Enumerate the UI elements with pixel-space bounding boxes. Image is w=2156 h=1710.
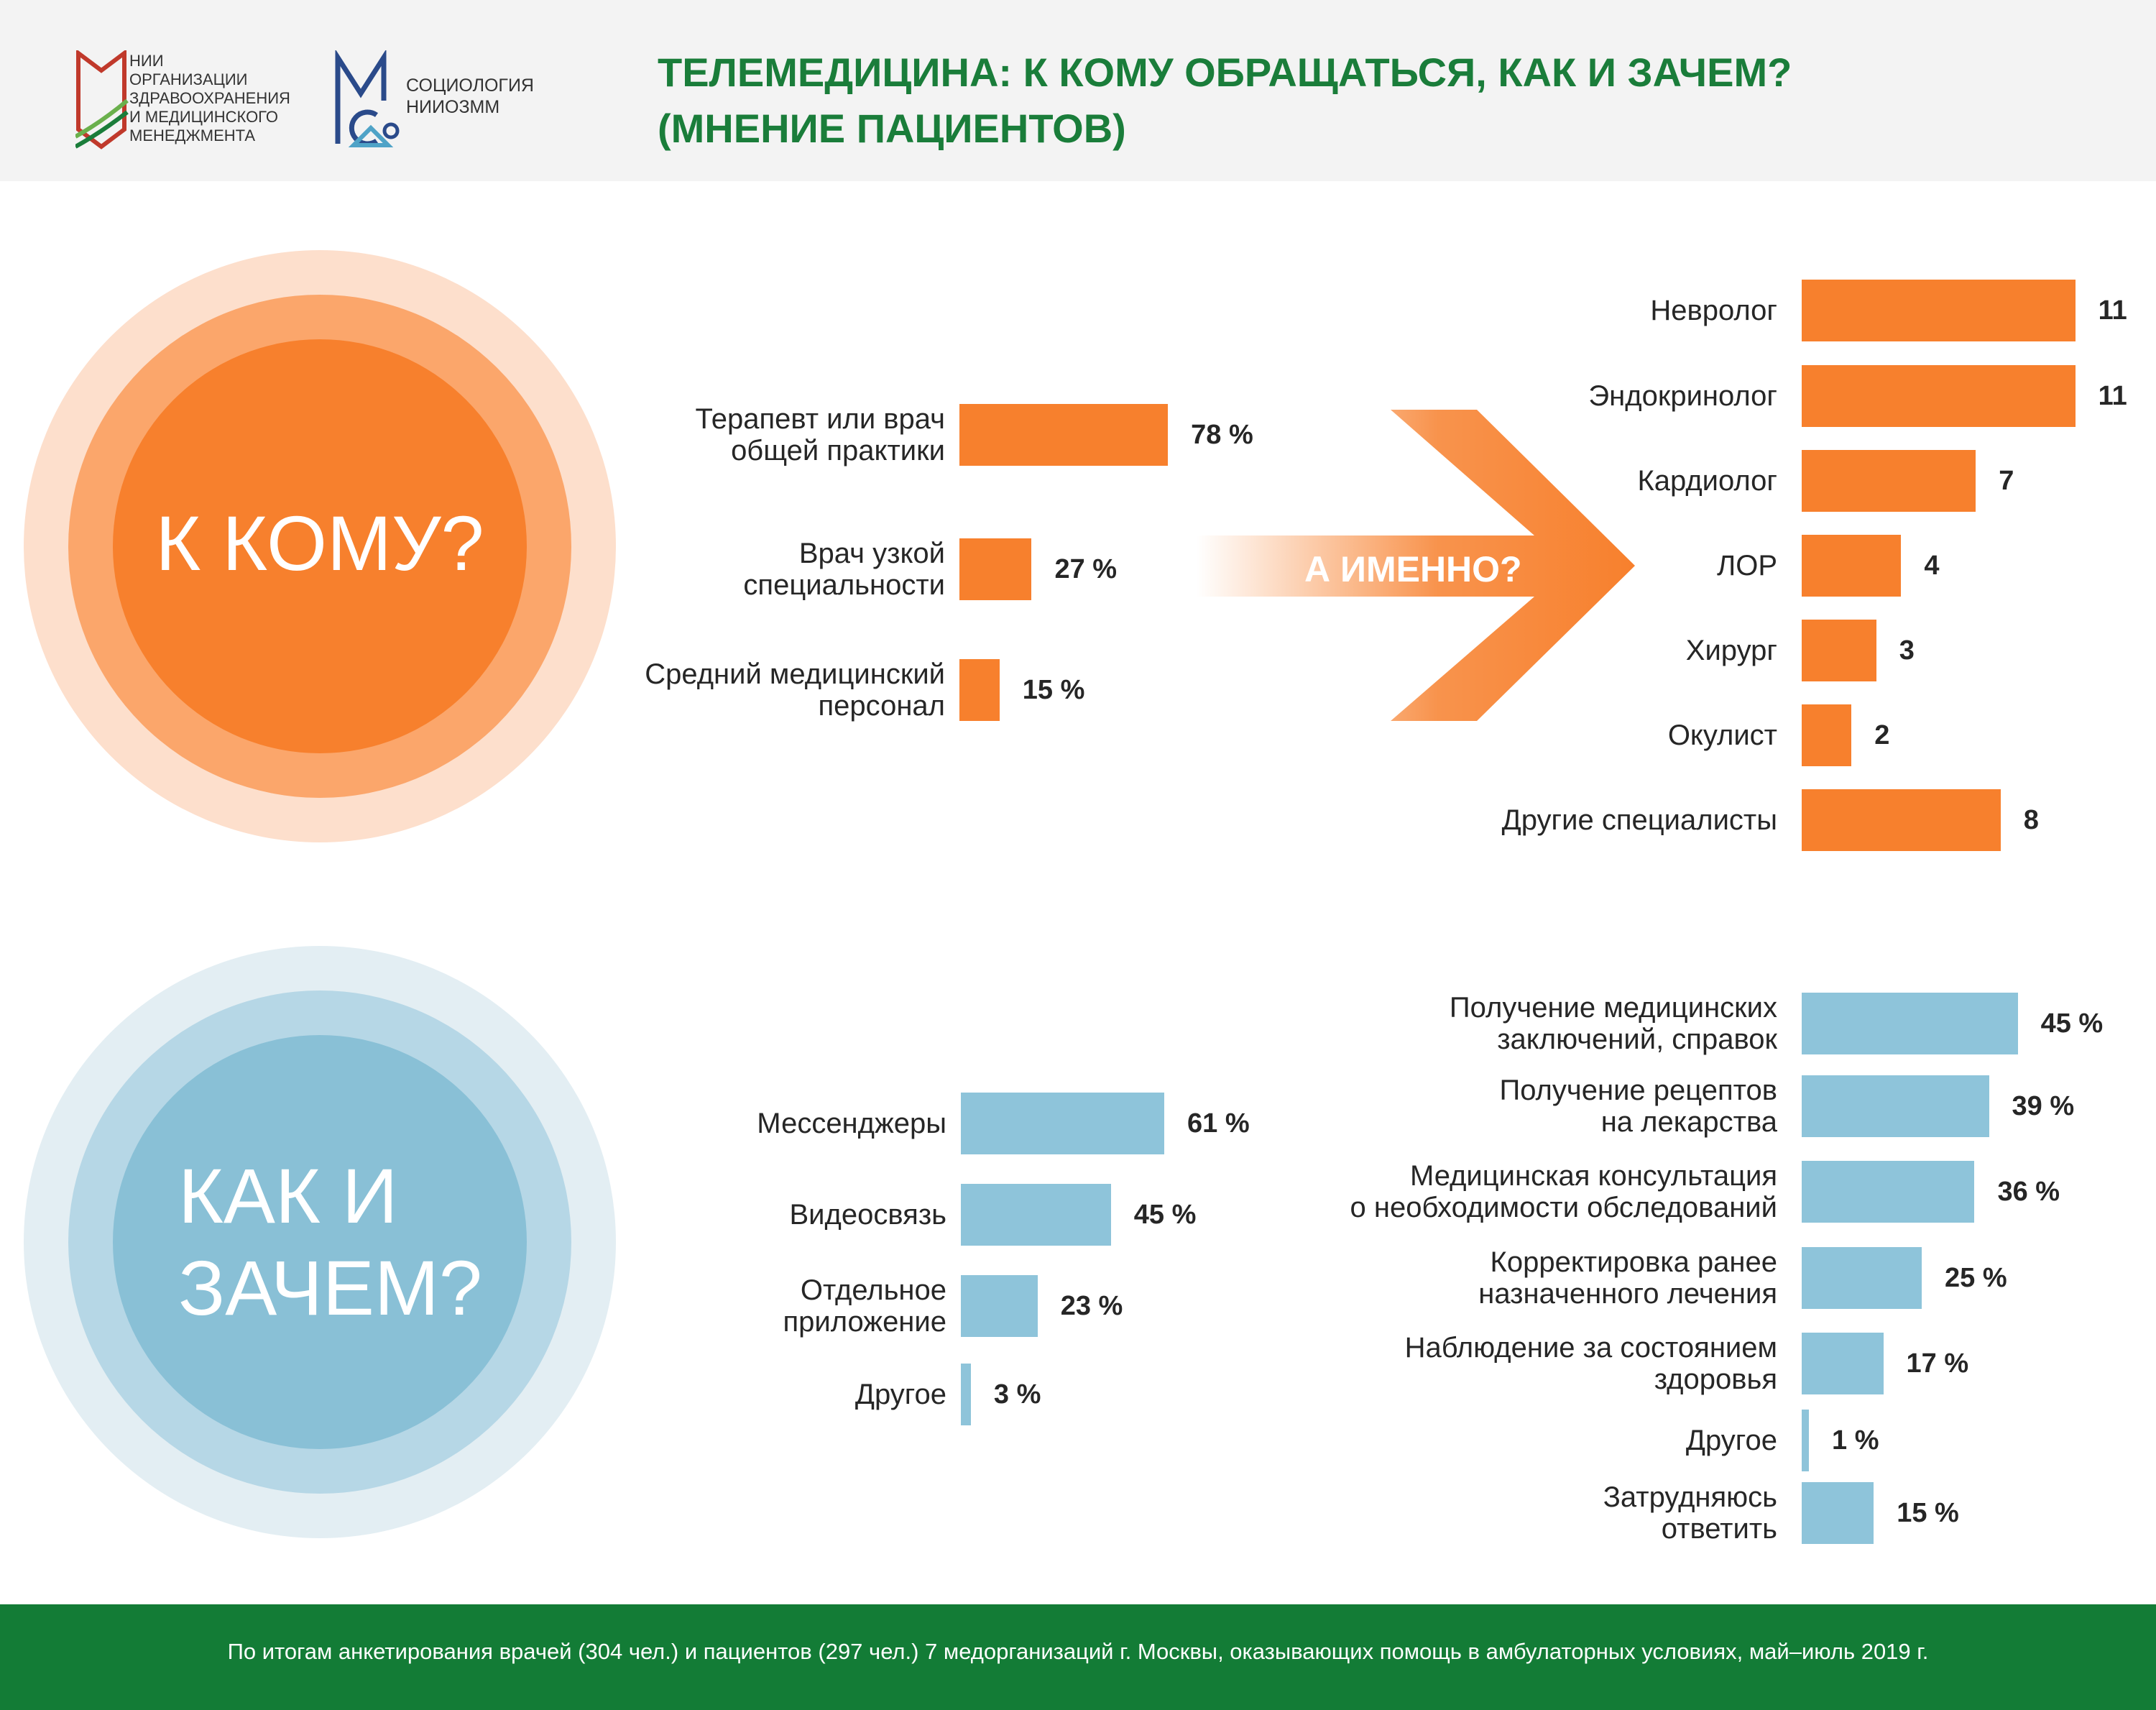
- channel-bar-0: [961, 1093, 1164, 1154]
- purpose-label-line: Получение рецептов: [1499, 1075, 1777, 1106]
- purpose-label-line: Корректировка ранее: [1490, 1246, 1777, 1278]
- purpose-label-line: заключений, справок: [1497, 1024, 1777, 1055]
- channel-label-1: [790, 1199, 947, 1231]
- page-title: ТЕЛЕМЕДИЦИНА: К КОМУ ОБРАЩАТЬСЯ, КАК И ЗАЧЕМ? (МНЕНИЕ ПАЦИЕНТОВ): [658, 50, 1792, 151]
- channel-value-0: 61 %: [1187, 1108, 1250, 1139]
- sociology-logo: [332, 50, 404, 151]
- to-whom-label-line: Средний медицинский: [645, 658, 945, 690]
- specialist-value-3: 4: [1924, 551, 1940, 581]
- to-whom-bar-2: [959, 659, 1000, 721]
- specialist-label-6: [1502, 804, 1777, 836]
- arrow-label: А ИМЕННО?: [1304, 549, 1522, 589]
- specialist-bar-0: [1802, 280, 2076, 341]
- channel-value-1: 45 %: [1133, 1200, 1197, 1230]
- purpose-label-line: Затрудняюсь: [1603, 1481, 1777, 1513]
- purpose-label-6: [1603, 1481, 1777, 1545]
- to-whom-label: К КОМУ?: [155, 500, 484, 587]
- specialist-label-line: Окулист: [1667, 720, 1777, 751]
- purpose-label-0: [1450, 992, 1777, 1055]
- purpose-label-line: назначенного лечения: [1478, 1278, 1777, 1310]
- specialist-label-line: Другие специалисты: [1501, 804, 1777, 836]
- magnifier-icon: [384, 124, 397, 137]
- channel-label-3: [855, 1379, 946, 1410]
- to-whom-bar-0: [959, 404, 1168, 466]
- purpose-value-2: 36 %: [1997, 1177, 2060, 1207]
- to-whom-label-line: персонал: [818, 690, 945, 722]
- specialist-label-0: [1650, 295, 1777, 326]
- purpose-label-5: [1686, 1425, 1777, 1456]
- to-whom-label-line: общей практики: [731, 435, 945, 466]
- purpose-label-line: Другое: [1685, 1425, 1777, 1456]
- to-whom-label-line: специальности: [743, 569, 945, 601]
- channel-label-line: Другое: [854, 1379, 946, 1410]
- purpose-bar-4: [1802, 1333, 1884, 1394]
- to-whom-label-0: [696, 403, 945, 466]
- purpose-bar-1: [1802, 1075, 1989, 1137]
- purpose-bar-0: [1802, 993, 2018, 1054]
- specialist-bar-6: [1802, 789, 2001, 851]
- purpose-value-3: 25 %: [1945, 1263, 2007, 1293]
- specialist-label-5: [1668, 720, 1777, 751]
- specialist-bar-1: [1802, 365, 2076, 427]
- specialist-value-1: 11: [2098, 381, 2127, 411]
- specialist-label-1: [1588, 380, 1777, 412]
- purpose-label-2: [1350, 1160, 1777, 1223]
- specialist-label-2: [1637, 465, 1777, 497]
- specialist-value-6: 8: [2023, 805, 2039, 835]
- channel-label-2: [783, 1274, 946, 1338]
- to-whom-label-1: [743, 538, 945, 601]
- specialist-label-line: Хирург: [1685, 635, 1777, 666]
- channel-bar-2: [961, 1275, 1038, 1337]
- to-whom-value-2: 15 %: [1022, 675, 1085, 705]
- purpose-label-1: [1499, 1075, 1777, 1138]
- specialist-label-line: Эндокринолог: [1588, 380, 1777, 412]
- purpose-label-line: Медицинская консультация: [1409, 1160, 1777, 1192]
- channel-value-3: 3 %: [993, 1379, 1041, 1410]
- specialist-label-line: Невролог: [1650, 295, 1777, 326]
- purpose-label-3: [1478, 1246, 1777, 1310]
- specialist-bar-2: [1802, 450, 1976, 512]
- channel-label-line: Мессенджеры: [757, 1108, 946, 1139]
- purpose-label-line: ответить: [1661, 1513, 1777, 1545]
- purpose-label-line: Наблюдение за состоянием: [1404, 1332, 1777, 1364]
- specialist-label-line: Кардиолог: [1637, 465, 1777, 497]
- purpose-bar-3: [1802, 1247, 1922, 1309]
- specialist-bar-5: [1802, 704, 1851, 766]
- purpose-label-line: на лекарства: [1600, 1106, 1777, 1138]
- specialist-label-line: ЛОР: [1716, 550, 1777, 582]
- purpose-value-6: 15 %: [1897, 1498, 1959, 1528]
- purpose-bar-6: [1802, 1482, 1874, 1544]
- channel-label-line: приложение: [783, 1306, 946, 1338]
- specialist-value-5: 2: [1874, 720, 1890, 750]
- purpose-label-line: о необходимости обследований: [1350, 1192, 1777, 1223]
- specialist-value-4: 3: [1899, 635, 1915, 666]
- purpose-label-line: здоровья: [1654, 1364, 1777, 1395]
- specialist-value-2: 7: [1999, 466, 2014, 496]
- purpose-value-5: 1 %: [1832, 1425, 1879, 1456]
- purpose-bar-5: [1802, 1410, 1809, 1471]
- specialist-label-3: [1717, 550, 1777, 582]
- footer-note: По итогам анкетирования врачей (304 чел.) и пациентов (297 чел.) 7 медорганизаций г. Москвы, оказывающих помощь в амбулаторных условиях, май–июль 2019 г.: [227, 1639, 1929, 1664]
- sociology-logo-text: СОЦИОЛОГИЯ НИИОЗММ: [406, 75, 534, 117]
- to-whom-value-1: 27 %: [1054, 554, 1118, 584]
- channel-bar-3: [961, 1364, 971, 1425]
- purpose-label-4: [1405, 1332, 1777, 1395]
- purpose-value-1: 39 %: [2012, 1091, 2075, 1121]
- channel-label-line: Видеосвязь: [789, 1199, 946, 1231]
- purpose-value-0: 45 %: [2040, 1008, 2104, 1039]
- nii-logo-text: НИИ ОРГАНИЗАЦИИ ЗДРАВООХРАНЕНИЯ И МЕДИЦИНСКОГО МЕНЕДЖМЕНТА: [129, 52, 290, 144]
- channel-value-2: 23 %: [1060, 1291, 1123, 1321]
- how-why-label: КАК И ЗАЧЕМ?: [178, 1152, 482, 1331]
- to-whom-label-line: Врач узкой: [798, 538, 945, 569]
- to-whom-bar-1: [959, 538, 1031, 600]
- purpose-label-line: Получение медицинских: [1449, 992, 1777, 1024]
- purpose-bar-2: [1802, 1161, 1974, 1223]
- specialist-bar-3: [1802, 535, 1901, 597]
- specialist-value-0: 11: [2098, 295, 2127, 326]
- specialist-bar-4: [1802, 620, 1876, 681]
- to-whom-label-2: [645, 658, 945, 722]
- to-whom-value-0: 78 %: [1191, 420, 1253, 450]
- channel-label-line: Отдельное: [800, 1274, 946, 1306]
- channel-label-0: [757, 1108, 946, 1139]
- to-whom-label-line: Терапевт или врач: [695, 403, 945, 435]
- channel-bar-1: [961, 1184, 1111, 1246]
- specialist-label-4: [1686, 635, 1777, 666]
- purpose-value-4: 17 %: [1906, 1348, 1969, 1379]
